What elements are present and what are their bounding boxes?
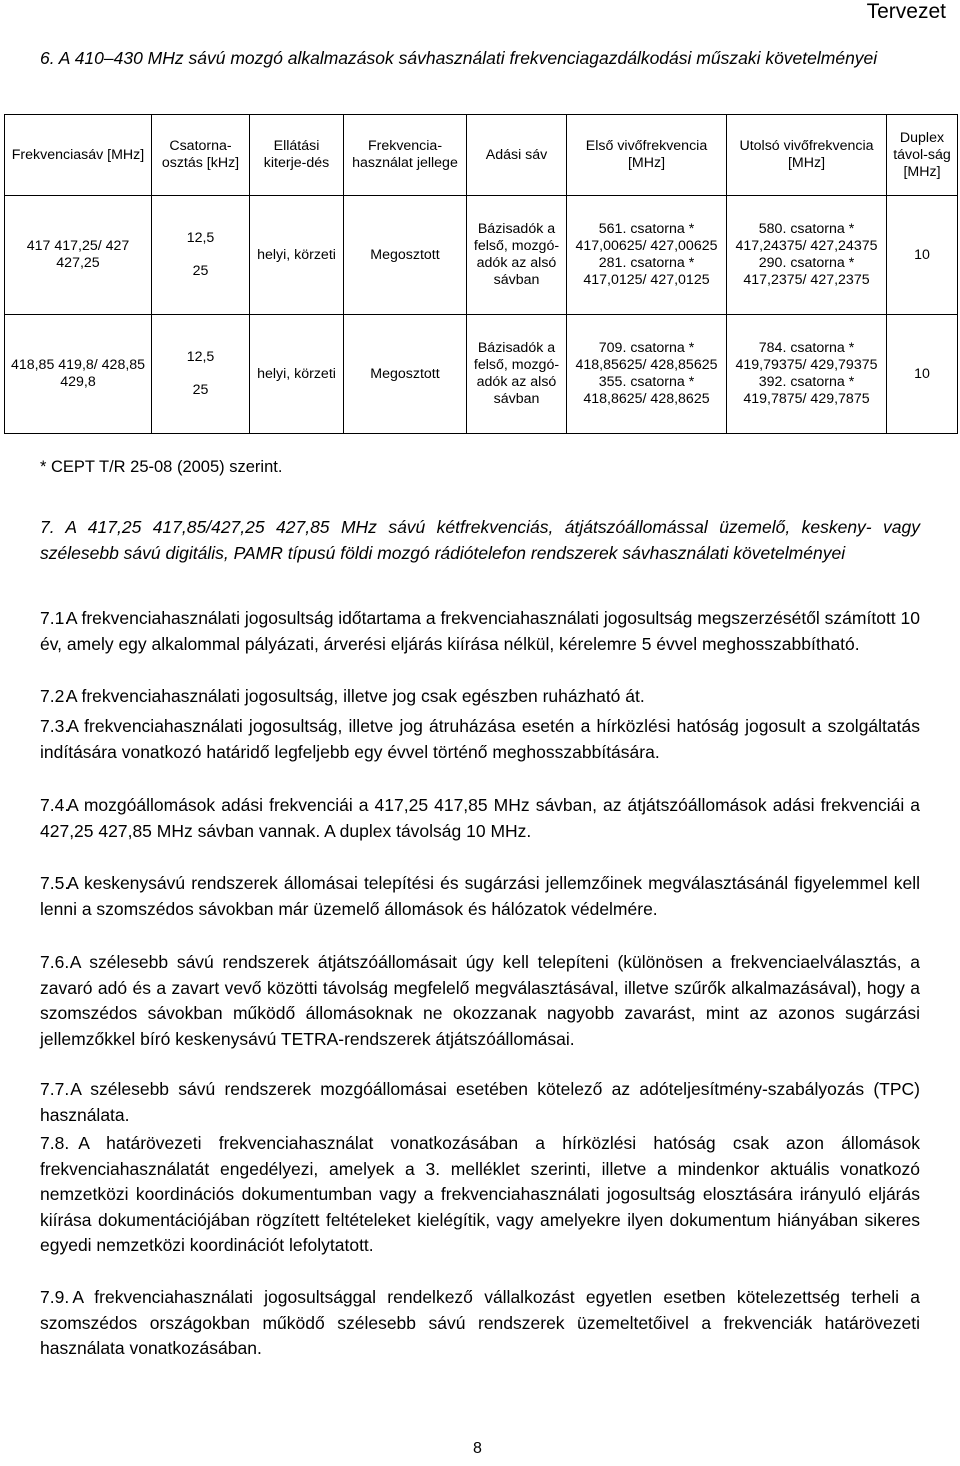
- paragraph-number: 7.1.: [40, 608, 70, 628]
- cell-coverage: helyi, körzeti: [250, 196, 344, 315]
- paragraph-text: A frekvenciahasználati jogosultság, illetve jog csak egészben ruházható át.: [65, 686, 645, 706]
- spacing-value: 12,5: [186, 349, 215, 365]
- paragraph-text: A mozgóállomások adási frekvenciái a 417,25 417,85 MHz sávban, az átjátszóállomások adási frekvenciái a 427,25 427,85 MHz sávban vannak. A duplex távolság 10 MHz.: [40, 795, 920, 841]
- cell-first-carrier: [567, 315, 727, 434]
- cell-tx-band: Bázisadók a felső, mozgó-adók az alsó sávban: [467, 196, 567, 315]
- page-number: 8: [473, 1440, 482, 1457]
- paragraph-text: A frekvenciahasználati jogosultság, illetve jog átruházása esetén a hírközlési hatóság jogosult a szolgáltatás indítására vonatkozó határidő legfeljebb egy évvel történő meghosszabbítására.: [40, 716, 920, 762]
- cell-first-carrier: [567, 196, 727, 315]
- carrier-value: 281. csatorna * 417,0125/ 427,0125: [583, 255, 710, 288]
- paragraph-7-2: [40, 684, 920, 710]
- table-row: [5, 196, 958, 315]
- carrier-value: 392. csatorna * 419,7875/ 429,7875: [743, 374, 870, 407]
- spacing-value: 12,5: [186, 230, 215, 246]
- carrier-value: 355. csatorna * 418,8625/ 428,8625: [583, 374, 710, 407]
- paragraph-text: A keskenysávú rendszerek állomásai telepítési és sugárzási jellemzőinek megválasztásánál figyelemmel kell lenni a szomszédos sávokban már üzemelő állomások és hálózatok védelmére.: [40, 873, 920, 919]
- cell-coverage: helyi, körzeti: [250, 315, 344, 434]
- cell-band: 417 417,25/ 427 427,25: [5, 196, 152, 315]
- paragraph-number: 7.3.: [40, 716, 70, 736]
- carrier-value: 561. csatorna * 417,00625/ 427,00625: [575, 221, 718, 254]
- paragraph-7-9: [40, 1285, 920, 1362]
- paragraph-number: 7.9.: [40, 1287, 70, 1307]
- paragraph-7-8: [40, 1131, 920, 1259]
- paragraph-7-4: [40, 793, 920, 844]
- header-band: Frekvenciasáv [MHz]: [5, 115, 152, 196]
- paragraph-text: A határövezeti frekvenciahasználat vonatkozásában a hírközlési hatóság csak azon állomások frekvenciahasználatát engedélyezi, amelyek a 3. melléklet szerinti, illetve a mindenkor aktuális vonatkozó nemzetközi koordinációs dokumentumban vagy a frekvenciahasználati jogosultság elosztására irányuló eljárás kiírása dokumentációjában rögzített feltételeket kielégítik, vagy amelyekre ilyen dokumentum hiányában sikeres egyedi nemzetközi koordinációt lefolytatott.: [40, 1133, 920, 1255]
- paragraph-text: A frekvenciahasználati jogosultsággal rendelkező vállalkozást egyetlen esetben kötelezettség terheli a szomszédos országokban működő szélesebb sávú rendszerek üzemeltetőivel a frekvenciák határövezeti használata vonatkozásában.: [40, 1287, 920, 1358]
- draft-label: Tervezet: [866, 0, 946, 23]
- paragraph-7-3: [40, 714, 920, 765]
- cell-last-carrier: [727, 315, 887, 434]
- paragraph-number: 7.2.: [40, 686, 70, 706]
- cell-last-carrier: [727, 196, 887, 315]
- carrier-value: 580. csatorna * 417,24375/ 427,24375: [735, 221, 878, 254]
- paragraph-7-1: [40, 606, 920, 657]
- cell-duplex-spacing: 10: [887, 315, 958, 434]
- cell-band: 418,85 419,8/ 428,85 429,8: [5, 315, 152, 434]
- header-usage-type: Frekvencia-használat jellege: [344, 115, 467, 196]
- paragraph-7-5: [40, 871, 920, 922]
- header-last-carrier: Utolsó vivőfrekvencia [MHz]: [727, 115, 887, 196]
- paragraph-number: 7.7.: [40, 1079, 70, 1099]
- table-row: [5, 315, 958, 434]
- paragraph-number: 7.4.: [40, 795, 70, 815]
- paragraph-number: 7.6.: [40, 952, 70, 972]
- carrier-value: 709. csatorna * 418,85625/ 428,85625: [575, 340, 718, 373]
- header-duplex-spacing: Duplex távol-ság [MHz]: [887, 115, 958, 196]
- header-channel-spacing: Csatorna-osztás [kHz]: [152, 115, 250, 196]
- spacing-value: 25: [192, 382, 209, 398]
- paragraph-text: A szélesebb sávú rendszerek mozgóállomásai esetében kötelező az adóteljesítmény-szabályozás (TPC) használata.: [40, 1079, 920, 1125]
- paragraph-text: A frekvenciahasználati jogosultság időtartama a frekvenciahasználati jogosultság megszerzésétől számított 10 év, amely egy alkalommal pályázati, árverési eljárás kiírása nélkül, kérelemre 5 évvel meghosszabbítható.: [40, 608, 920, 654]
- section-7-title: 7. A 417,25 417,85/427,25 427,85 MHz sávú kétfrekvenciás, átjátszóállomással üzemelő, keskeny- vagy szélesebb sávú digitális, PAMR típusú földi mozgó rádiótelefon rendszerek sávhasználati követelményei: [40, 517, 920, 563]
- header-tx-band: Adási sáv: [467, 115, 567, 196]
- paragraph-number: 7.8.: [40, 1133, 70, 1153]
- spacing-value: 25: [192, 263, 209, 279]
- cell-channel-spacing: [152, 196, 250, 315]
- cell-channel-spacing: [152, 315, 250, 434]
- paragraph-text: A szélesebb sávú rendszerek átjátszóállomásait úgy kell telepíteni (különösen a frekvenciaelválasztás, a zavaró adó és a zavart vevő közötti távolság megfelelő megválasztásával, illetve szűrők alkalmazásával), hogy a szomszédos sávokban működő állomásoknak ne okozzanak nagyobb zavarást, mint az azonos sugárzási jellemzőkkel bíró keskenysávú TETRA-rendszerek átjátszóállomásai.: [40, 952, 920, 1049]
- paragraph-7-7: [40, 1077, 920, 1128]
- header-coverage: Ellátási kiterje-dés: [250, 115, 344, 196]
- frequency-table: [4, 114, 958, 434]
- paragraph-number: 7.5.: [40, 873, 70, 893]
- cell-duplex-spacing: 10: [887, 196, 958, 315]
- paragraph-7-6: [40, 950, 920, 1052]
- table-footnote: * CEPT T/R 25-08 (2005) szerint.: [40, 458, 283, 476]
- table-header-row: [5, 115, 958, 196]
- cell-usage-type: Megosztott: [344, 315, 467, 434]
- cell-tx-band: Bázisadók a felső, mozgó-adók az alsó sávban: [467, 315, 567, 434]
- carrier-value: 290. csatorna * 417,2375/ 427,2375: [743, 255, 870, 288]
- carrier-value: 784. csatorna * 419,79375/ 429,79375: [735, 340, 878, 373]
- section-6-title: 6. A 410–430 MHz sávú mozgó alkalmazások sávhasználati frekvenciagazdálkodási műszaki követelményei: [40, 48, 878, 68]
- cell-usage-type: Megosztott: [344, 196, 467, 315]
- header-first-carrier: Első vivőfrekvencia [MHz]: [567, 115, 727, 196]
